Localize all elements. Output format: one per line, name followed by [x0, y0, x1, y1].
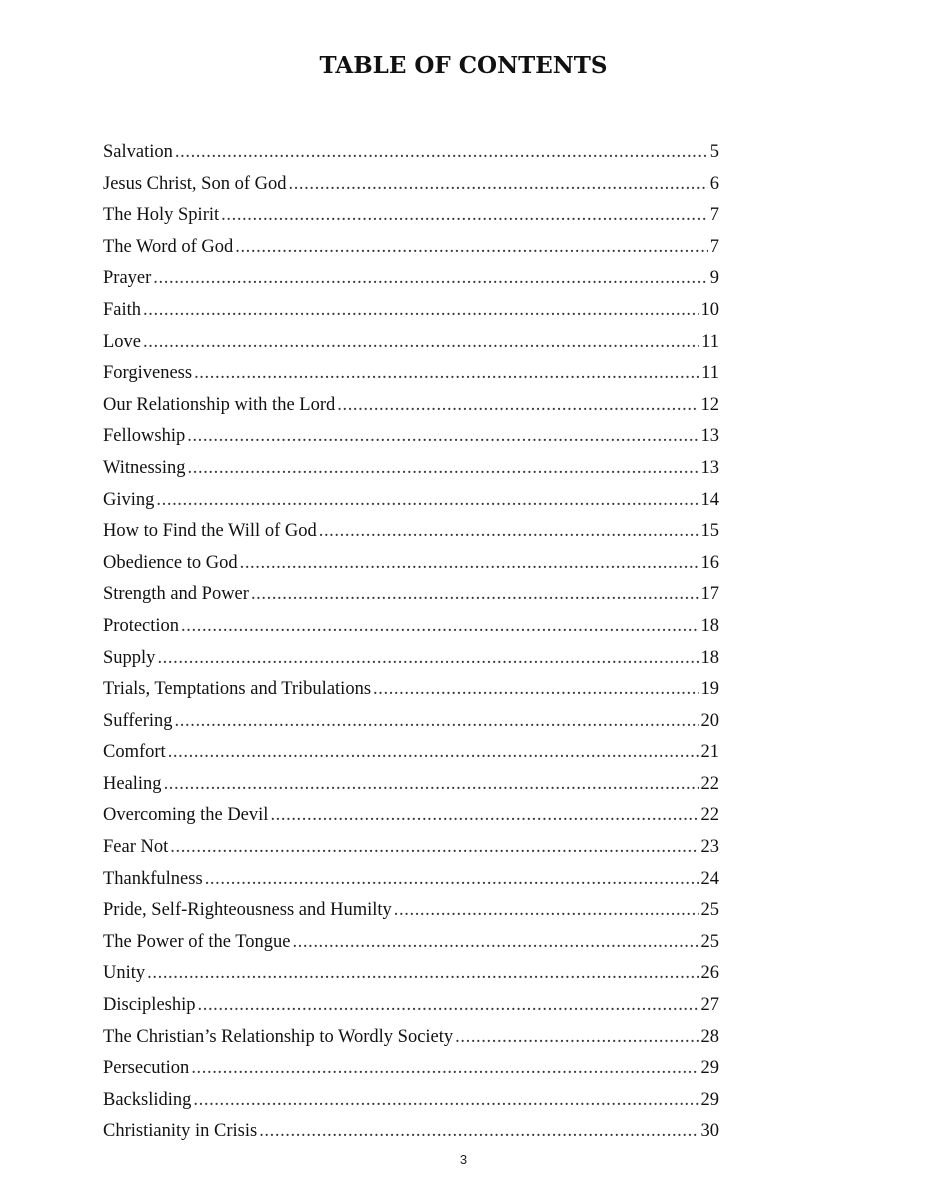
- toc-entry-title: The Holy Spirit: [103, 205, 220, 226]
- toc-entry-page-number: 11: [701, 331, 719, 352]
- toc-entry[interactable]: [103, 332, 719, 364]
- toc-entry-title: Trials, Temptations and Tribulations: [103, 679, 372, 700]
- toc-entry-title: Unity: [103, 963, 146, 984]
- toc-entry-page-number: 24: [700, 868, 719, 889]
- toc-entry-page-number: 13: [700, 457, 719, 478]
- toc-entry-title: Forgiveness: [103, 363, 193, 384]
- toc-entry-title: How to Find the Will of God: [103, 521, 317, 542]
- toc-entry-title: Jesus Christ, Son of God: [103, 173, 287, 194]
- toc-entry-title: Fear Not: [103, 837, 169, 858]
- toc-entry-title: The Power of the Tongue: [103, 931, 291, 952]
- toc-entry-title: Fellowship: [103, 426, 186, 447]
- toc-entry-title: Obedience to God: [103, 552, 238, 573]
- toc-entry-page-number: 6: [709, 173, 719, 194]
- dot-leader: [153, 268, 707, 289]
- toc-entry-page-number: 13: [700, 426, 719, 447]
- toc-entry-page-number: 19: [700, 679, 719, 700]
- dot-leader: [143, 332, 699, 353]
- toc-entry[interactable]: [103, 142, 719, 174]
- dot-leader: [205, 869, 699, 890]
- toc-entry-page-number: 12: [700, 394, 719, 415]
- toc-entry[interactable]: [103, 963, 719, 995]
- dot-leader: [147, 963, 698, 984]
- toc-entry-title: Protection: [103, 615, 180, 636]
- page-title: TABLE OF CONTENTS: [319, 52, 608, 79]
- toc-entry-title: Giving: [103, 489, 155, 510]
- toc-entry-page-number: 9: [709, 268, 719, 289]
- toc-entry[interactable]: [103, 205, 719, 237]
- toc-entry[interactable]: [103, 395, 719, 427]
- dot-leader: [373, 679, 698, 700]
- toc-entry[interactable]: [103, 521, 719, 553]
- toc-entry-title: Supply: [103, 647, 156, 668]
- toc-entry[interactable]: [103, 616, 719, 648]
- toc-entry-page-number: 27: [700, 995, 719, 1016]
- toc-entry-title: Salvation: [103, 142, 173, 162]
- toc-entry[interactable]: [103, 426, 719, 458]
- toc-entry-title: Strength and Power: [103, 584, 249, 605]
- toc-entry-title: Prayer: [103, 268, 152, 289]
- toc-entry-page-number: 23: [700, 837, 719, 858]
- toc-entry[interactable]: [103, 995, 719, 1027]
- toc-entry-page-number: 25: [700, 900, 719, 921]
- toc-entry[interactable]: [103, 1027, 719, 1059]
- toc-entry[interactable]: [103, 1121, 719, 1153]
- toc-entry[interactable]: [103, 300, 719, 332]
- toc-entry-page-number: 20: [700, 710, 719, 731]
- dot-leader: [164, 774, 699, 795]
- toc-entry-page-number: 25: [700, 931, 719, 952]
- dot-leader: [455, 1027, 698, 1048]
- dot-leader: [337, 395, 698, 416]
- toc-entry-page-number: 28: [700, 1026, 719, 1047]
- dot-leader: [251, 584, 699, 605]
- toc-entry-page-number: 18: [700, 615, 719, 636]
- toc-entry[interactable]: [103, 742, 719, 774]
- toc-entry-page-number: 30: [700, 1121, 719, 1142]
- toc-entry-title: The Christian’s Relationship to Wordly Society: [103, 1026, 454, 1047]
- dot-leader: [156, 490, 698, 511]
- toc-entry-page-number: 7: [709, 236, 719, 257]
- toc-entry-title: Faith: [103, 299, 142, 320]
- dot-leader: [188, 458, 699, 479]
- toc-entry-page-number: 16: [700, 552, 719, 573]
- dot-leader: [191, 1058, 698, 1079]
- toc-entry-page-number: 21: [700, 742, 719, 763]
- dot-leader: [157, 648, 698, 669]
- toc-entry-title: Discipleship: [103, 995, 196, 1016]
- dot-leader: [259, 1121, 698, 1142]
- toc-entry-page-number: 5: [709, 142, 719, 162]
- toc-entry-page-number: 22: [700, 805, 719, 826]
- toc-entry[interactable]: [103, 174, 719, 206]
- dot-leader: [221, 205, 708, 226]
- toc-entry[interactable]: [103, 648, 719, 680]
- toc-entry[interactable]: [103, 932, 719, 964]
- toc-entry[interactable]: [103, 869, 719, 901]
- dot-leader: [168, 742, 699, 763]
- toc-entry-title: Comfort: [103, 742, 166, 763]
- toc-entry-title: Overcoming the Devil: [103, 805, 269, 826]
- toc-entry-page-number: 11: [701, 363, 719, 384]
- toc-entry-title: Witnessing: [103, 457, 186, 478]
- dot-leader: [143, 300, 698, 321]
- dot-leader: [292, 932, 698, 953]
- toc-entry-page-number: 22: [700, 773, 719, 794]
- dot-leader: [240, 553, 699, 574]
- toc-entry[interactable]: [103, 1090, 719, 1122]
- dot-leader: [319, 521, 699, 542]
- toc-entry-title: Suffering: [103, 710, 173, 731]
- toc-entry[interactable]: [103, 711, 719, 743]
- toc-list: [103, 142, 719, 1153]
- dot-leader: [394, 900, 699, 921]
- toc-entry[interactable]: [103, 363, 719, 395]
- toc-entry[interactable]: [103, 553, 719, 585]
- toc-entry[interactable]: [103, 837, 719, 869]
- toc-entry[interactable]: [103, 679, 719, 711]
- dot-leader: [193, 1090, 698, 1111]
- dot-leader: [170, 837, 698, 858]
- toc-entry-page-number: 7: [709, 205, 719, 226]
- toc-entry[interactable]: [103, 584, 719, 616]
- dot-leader: [187, 426, 698, 447]
- toc-entry-page-number: 26: [700, 963, 719, 984]
- toc-entry-page-number: 29: [700, 1058, 719, 1079]
- toc-entry[interactable]: [103, 490, 719, 522]
- toc-entry[interactable]: [103, 805, 719, 837]
- toc-entry-title: Love: [103, 331, 142, 352]
- toc-entry-page-number: 29: [700, 1089, 719, 1110]
- toc-entry-page-number: 17: [700, 584, 719, 605]
- page-number: 3: [459, 1152, 468, 1167]
- toc-entry[interactable]: [103, 237, 719, 269]
- dot-leader: [235, 237, 708, 258]
- dot-leader: [288, 174, 707, 195]
- toc-entry-title: Persecution: [103, 1058, 190, 1079]
- dot-leader: [198, 995, 699, 1016]
- toc-entry-page-number: 15: [700, 521, 719, 542]
- dot-leader: [181, 616, 698, 637]
- toc-entry-page-number: 14: [700, 489, 719, 510]
- toc-entry-page-number: 18: [700, 647, 719, 668]
- toc-entry[interactable]: [103, 774, 719, 806]
- toc-entry[interactable]: [103, 1058, 719, 1090]
- toc-entry-title: The Word of God: [103, 236, 234, 257]
- toc-entry-page-number: 10: [700, 299, 719, 320]
- toc-entry-title: Our Relationship with the Lord: [103, 394, 336, 415]
- toc-entry[interactable]: [103, 458, 719, 490]
- dot-leader: [194, 363, 699, 384]
- toc-entry[interactable]: [103, 268, 719, 300]
- toc-entry-title: Backsliding: [103, 1089, 192, 1110]
- toc-entry-title: Healing: [103, 773, 162, 794]
- dot-leader: [270, 805, 698, 826]
- toc-entry[interactable]: [103, 900, 719, 932]
- toc-entry-title: Thankfulness: [103, 868, 203, 889]
- toc-entry-title: Christianity in Crisis: [103, 1121, 258, 1142]
- dot-leader: [175, 711, 699, 732]
- toc-entry-title: Pride, Self-Righteousness and Humilty: [103, 900, 392, 921]
- dot-leader: [175, 142, 708, 163]
